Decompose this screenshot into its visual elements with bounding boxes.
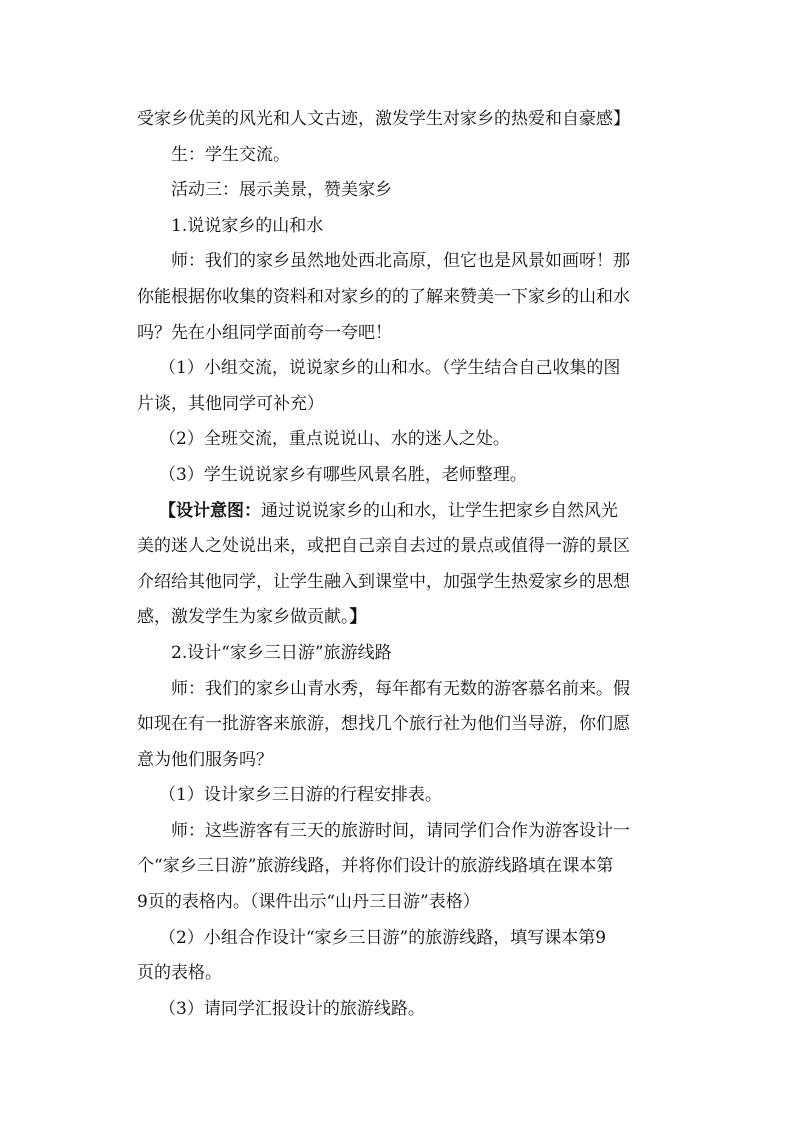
design-intent-close: 】 — [349, 607, 367, 628]
text-line: （3）请同学汇报设计的旅游线路。 — [159, 998, 425, 1019]
text-line: （3）学生说说家乡有哪些风景名胜，老师整理。 — [159, 464, 527, 485]
document-body — [137, 102, 665, 1027]
text-line: 师：这些游客有三天的旅游时间，请同学们合作为游客设计一 — [171, 820, 630, 841]
text-line: 受家乡优美的风光和人文古迹，激发学生对家乡的热爱和自豪感】 — [137, 109, 630, 129]
text-line: 个“家乡三日游”旅游线路，并将你们设计的旅游线路填在课本第 — [137, 856, 614, 877]
text-line: （1）小组交流，说说家乡的山和水。（学生结合自己收集的图 — [159, 358, 621, 379]
text-line: 吗？先在小组同学面前夸一夸吧！ — [137, 322, 392, 343]
design-intent-label: 【设计意图： — [159, 500, 261, 521]
text-line: （1）设计家乡三日游的行程安排表。 — [159, 785, 442, 806]
text-line: 9页的表格内。（课件出示“山丹三日游”表格） — [137, 892, 480, 913]
text-line: 1.说说家乡的山和水 — [171, 215, 324, 236]
text-span: 通过说说家乡的山和水，让学生把家乡自然风光 — [261, 500, 618, 521]
text-line: 2.设计“家乡三日游”旅游线路 — [171, 642, 392, 663]
text-line: 如现在有一批游客来旅游，想找几个旅行社为他们当导游，你们愿 — [137, 714, 630, 735]
text-line: 片谈，其他同学可补充） — [137, 393, 324, 414]
text-line: 介绍给其他同学，让学生融入到课堂中，加强学生热爱家乡的思想 — [137, 571, 630, 592]
design-intent-line — [137, 494, 665, 530]
text-line: 师：我们的家乡虽然地处西北高原，但它也是风景如画呀！那 — [171, 251, 630, 272]
text-span: 感，激发学生为家乡做贡献。 — [137, 607, 350, 628]
text-line: 页的表格。 — [137, 963, 222, 984]
text-line: 活动三：展示美景，赞美家乡 — [171, 180, 392, 201]
text-line: 美的迷人之处说出来，或把自己亲自去过的景点或值得一游的景区 — [137, 536, 630, 557]
text-line: 师：我们的家乡山青水秀，每年都有无数的游客慕名前来。假 — [171, 678, 630, 699]
design-intent-end-line — [137, 600, 665, 636]
text-line: 意为他们服务吗？ — [137, 749, 273, 770]
text-line: 你能根据你收集的资料和对家乡的的了解来赞美一下家乡的山和水 — [137, 286, 630, 307]
text-line: （2）全班交流，重点说说山、水的迷人之处。 — [159, 429, 510, 450]
text-line: （2）小组合作设计“家乡三日游”的旅游线路，填写课本第9 — [159, 927, 607, 948]
text-line: 生：学生交流。 — [171, 144, 290, 165]
